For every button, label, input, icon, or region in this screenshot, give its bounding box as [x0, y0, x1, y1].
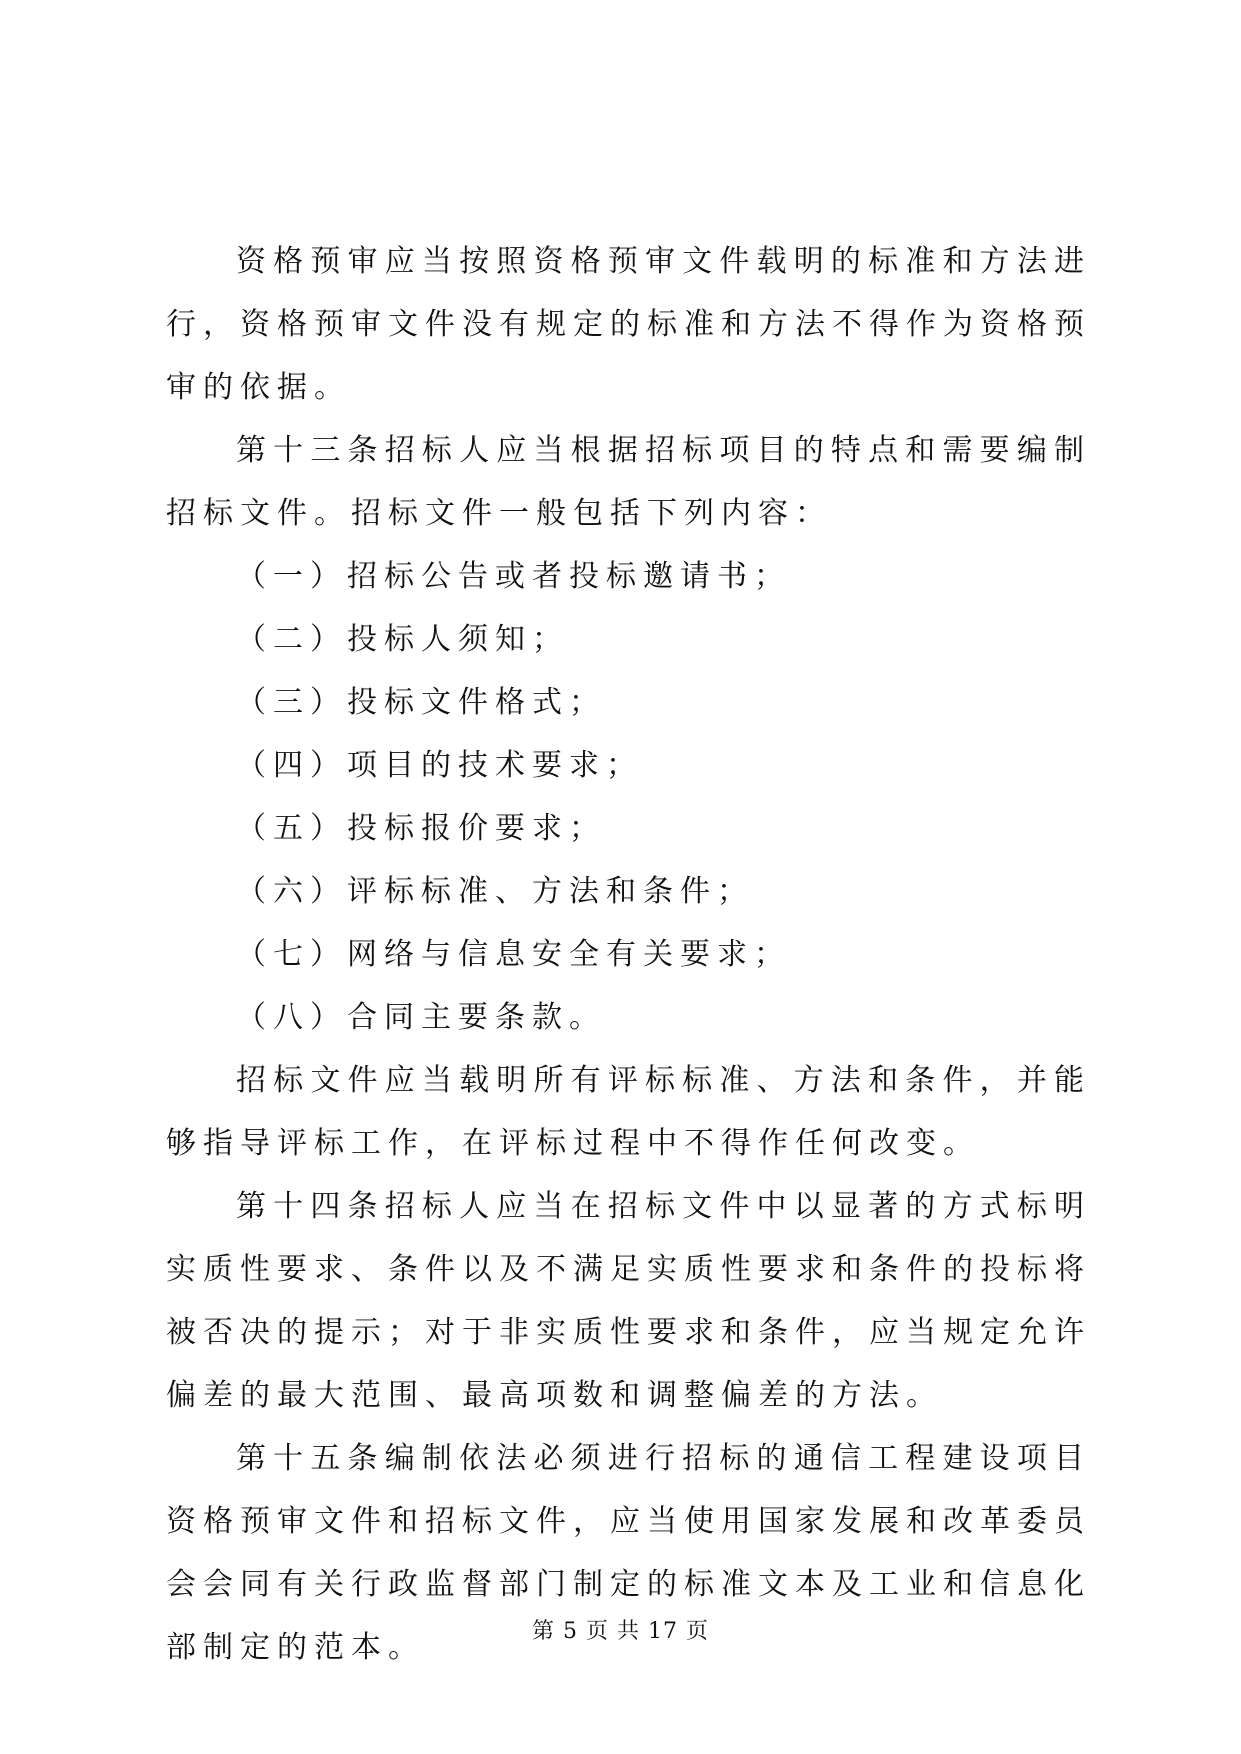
list-item: （六）评标标准、方法和条件； — [236, 874, 754, 909]
list-item: （二）投标人须知； — [236, 622, 569, 657]
paragraph: 第十五条编制依法必须进行招标的通信工程建设项目资格预审文件和招标文件，应当使用国家发展和改革委员会会同有关行政监督部门制定的标准文本及工业和信息化部制定的范本。 — [166, 1441, 1091, 1665]
list-item: （八）合同主要条款。 — [236, 1000, 606, 1035]
paragraph: 资格预审应当按照资格预审文件载明的标准和方法进行，资格预审文件没有规定的标准和方法不得作为资格预审的依据。 — [166, 244, 1091, 405]
list-item: （一）招标公告或者投标邀请书； — [236, 559, 791, 594]
list-item: （三）投标文件格式； — [236, 685, 606, 720]
page-number-footer: 第 5 页 共 17 页 — [532, 1619, 709, 1644]
paragraph: 招标文件应当载明所有评标标准、方法和条件，并能够指导评标工作，在评标过程中不得作任何改变。 — [166, 1063, 1091, 1161]
list-item: （四）项目的技术要求； — [236, 748, 643, 783]
document-body — [166, 230, 1091, 1679]
paragraph: 第十三条招标人应当根据招标项目的特点和需要编制招标文件。招标文件一般包括下列内容： — [166, 433, 1091, 531]
paragraph: 第十四条招标人应当在招标文件中以显著的方式标明实质性要求、条件以及不满足实质性要求和条件的投标将被否决的提示；对于非实质性要求和条件，应当规定允许偏差的最大范围、最高项数和调整偏差的方法。 — [166, 1189, 1091, 1413]
list-item: （五）投标报价要求； — [236, 811, 606, 846]
list-item: （七）网络与信息安全有关要求； — [236, 937, 791, 972]
